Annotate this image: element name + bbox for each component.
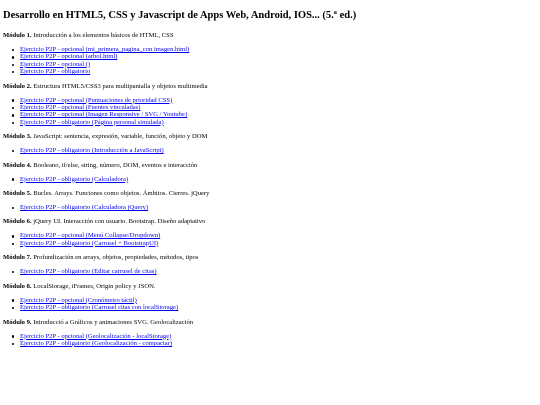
module-5	[3, 190, 540, 211]
list-item	[20, 176, 540, 183]
list-item	[20, 333, 540, 340]
list-item	[20, 53, 540, 60]
exercise-link[interactable]: Ejercicio P2P - obligatorio (Página personal simulada)	[20, 118, 164, 126]
list-item	[20, 268, 540, 275]
exercise-link[interactable]: Ejercicio P2P - opcional (mi_primera_pagina_con imagen.html)	[20, 46, 190, 53]
exercise-link[interactable]: Ejercicio P2P - opcional (Geolocalización - localStorage)	[20, 332, 172, 340]
page-title: Desarrollo en HTML5, CSS y Javascript de Apps Web, Android, IOS... (5.ª ed.)	[3, 10, 357, 21]
list-item	[20, 97, 540, 104]
list-item	[20, 147, 540, 154]
exercise-list	[3, 147, 540, 154]
exercise-link[interactable]: Ejercicio P2P - obligatorio (Calculadora)	[20, 175, 129, 183]
exercise-link[interactable]: Ejercicio P2P - obligatorio	[20, 68, 91, 76]
module-label: Módulo 2.	[3, 82, 32, 90]
module-description: LocalStorage, iFrames, Origin policy y JSON.	[33, 282, 156, 290]
list-item	[20, 297, 540, 304]
exercise-list	[3, 297, 540, 312]
list-item	[20, 68, 540, 75]
module-heading	[3, 218, 540, 226]
exercise-link[interactable]: Ejercicio P2P - opcional (Menú Collapse/Dropdown)	[20, 232, 161, 240]
module-description: Booleano, if/else, string, número, DOM, eventos e interacción	[33, 161, 198, 169]
exercise-link[interactable]: Ejercicio P2P - obligatorio (Introducción a JavaScript)	[20, 147, 164, 155]
module-label: Módulo 7.	[3, 254, 32, 262]
module-2	[3, 83, 540, 127]
exercise-list	[3, 232, 540, 247]
module-heading	[3, 190, 540, 198]
module-label: Módulo 5.	[3, 190, 32, 198]
module-description: Bucles. Arrays. Funciones como objetos. Ámbitos. Cierres. jQuery	[33, 190, 210, 198]
list-item	[20, 340, 540, 347]
exercise-link[interactable]: Ejercicio P2P - opcional (Puntuaciones de prioridad CSS)	[20, 96, 173, 104]
module-heading	[3, 254, 540, 262]
exercise-link[interactable]: Ejercicio P2P - opcional ()	[20, 60, 91, 68]
module-heading	[3, 83, 540, 91]
module-label: Módulo 1.	[3, 32, 32, 39]
exercise-link[interactable]: Ejercicio P2P - obligatorio (Editar carrusel de citas)	[20, 268, 157, 276]
exercise-list	[3, 176, 540, 183]
module-heading	[3, 133, 540, 141]
exercise-link[interactable]: Ejercicio P2P - opcional (Imagen Responsive / SVG / Youtube)	[20, 111, 188, 119]
list-item	[20, 204, 540, 211]
module-heading	[3, 32, 540, 40]
module-label: Módulo 3.	[3, 133, 32, 141]
exercise-link[interactable]: Ejercicio P2P - opcional (Cronómetro táctil)	[20, 296, 137, 304]
module-description: JavaScript: sentencia, expresión, variable, función, objeto y DOM	[33, 133, 208, 141]
exercise-list	[3, 46, 540, 76]
exercise-list	[3, 204, 540, 211]
module-heading	[3, 319, 540, 327]
module-label: Módulo 4.	[3, 161, 32, 169]
module-8	[3, 283, 540, 312]
list-item	[20, 304, 540, 311]
module-1	[3, 32, 540, 76]
module-heading	[3, 162, 540, 170]
exercise-link[interactable]: Ejercicio P2P - obligatorio (Carrusel citas con localStorage)	[20, 304, 179, 312]
list-item	[20, 119, 540, 126]
list-item	[20, 240, 540, 247]
module-6	[3, 218, 540, 247]
module-description: Estructura HTML5/CSS3 para multipantalla y objetos multimedia	[33, 82, 208, 90]
exercise-list	[3, 268, 540, 275]
module-label: Módulo 9.	[3, 318, 32, 326]
module-4	[3, 162, 540, 183]
module-label: Módulo 6.	[3, 218, 32, 226]
exercise-list	[3, 333, 540, 348]
list-item	[20, 232, 540, 239]
exercise-link[interactable]: Ejercicio P2P - obligatorio (Geolocalización - compactar)	[20, 339, 173, 347]
module-description: Profundización en arrays, objetos, propiedades, métodos, tipos	[33, 254, 199, 262]
module-9	[3, 319, 540, 348]
module-3	[3, 133, 540, 154]
module-7	[3, 254, 540, 275]
module-description: Introducció a Gráficos y animaciones SVG. Geolocalización	[33, 318, 194, 326]
exercise-link[interactable]: Ejercicio P2P - obligatorio (Calculadora jQuery)	[20, 204, 149, 212]
exercise-link[interactable]: Ejercicio P2P - obligatorio (Carrusel + BootstrapUI)	[20, 239, 159, 247]
module-label: Módulo 8.	[3, 282, 32, 290]
exercise-list	[3, 97, 540, 127]
module-description: jQuery UI. Interacción con usuario. Bootstrap. Diseño adaptativo	[33, 218, 206, 226]
list-item	[20, 61, 540, 68]
module-heading	[3, 283, 540, 291]
list-item	[20, 46, 540, 53]
list-item	[20, 104, 540, 111]
module-description: Introducción a los elementos básicos de HTML, CSS	[33, 32, 174, 39]
exercise-link[interactable]: Ejercicio P2P - opcional (Fuentes vinculadas)	[20, 104, 141, 112]
list-item	[20, 111, 540, 118]
exercise-link[interactable]: Ejercicio P2P - opcional (arbol.html)	[20, 53, 118, 61]
